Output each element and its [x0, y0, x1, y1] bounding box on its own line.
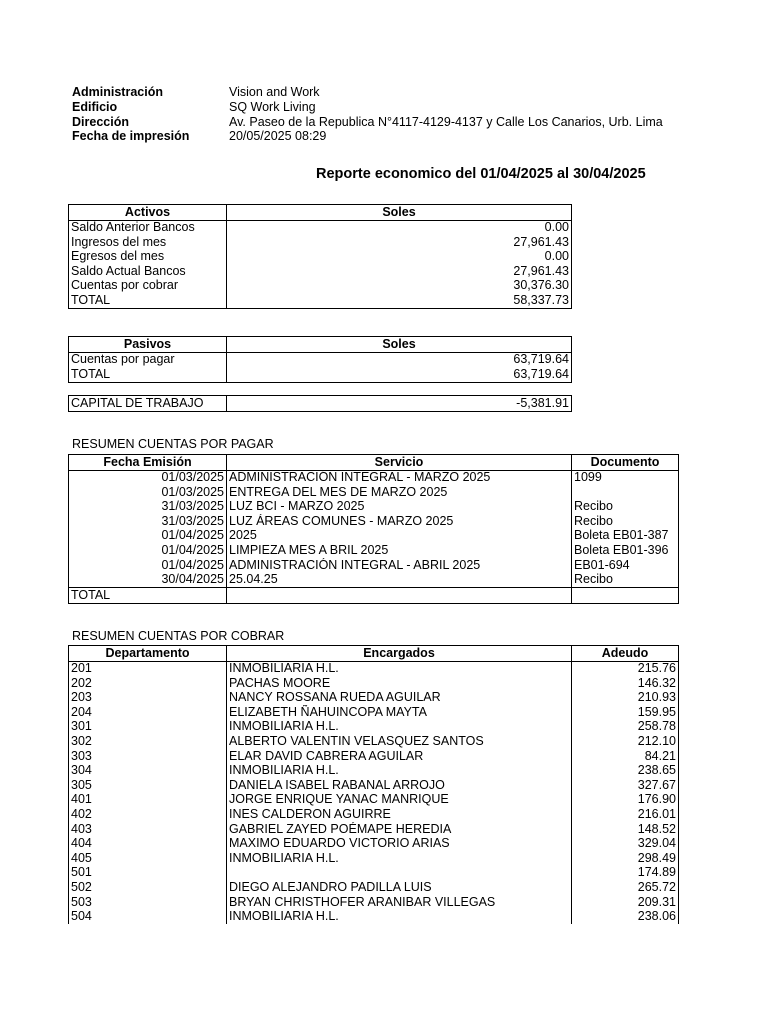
departamento-cell: 301: [69, 720, 227, 735]
activos-value: 30,376.30: [227, 279, 572, 294]
address-label: Dirección: [72, 115, 129, 129]
departamento-cell: 201: [69, 661, 227, 676]
report-title: Reporte economico del 01/04/2025 al 30/04/2025: [316, 166, 646, 182]
admin-value: Vision and Work: [229, 85, 320, 99]
capital-value: -5,381.91: [227, 396, 572, 412]
total-label: TOTAL: [69, 588, 227, 604]
fecha-header: Fecha Emisión: [69, 455, 227, 471]
table-row: [69, 691, 679, 706]
address-value: Av. Paseo de la Republica N°4117-4129-4137 y Calle Los Canarios, Urb. Lima: [229, 115, 663, 129]
adeudo-cell: 146.32: [572, 676, 679, 691]
table-row: [69, 264, 572, 279]
table-row: [69, 720, 679, 735]
adeudo-cell: 174.89: [572, 866, 679, 881]
encargado-cell: DIEGO ALEJANDRO PADILLA LUIS: [227, 881, 572, 896]
table-row: [69, 910, 679, 925]
adeudo-cell: 298.49: [572, 851, 679, 866]
table-row: [69, 500, 679, 515]
adeudo-cell: 265.72: [572, 881, 679, 896]
adeudo-header: Adeudo: [572, 646, 679, 662]
table-row: [69, 851, 679, 866]
encargados-header: Encargados: [227, 646, 572, 662]
table-row: [69, 735, 679, 750]
activos-table: [68, 204, 572, 309]
adeudo-cell: 215.76: [572, 661, 679, 676]
departamento-cell: 304: [69, 764, 227, 779]
documento-cell: Boleta EB01-396: [572, 544, 679, 559]
encargado-cell: PACHAS MOORE: [227, 676, 572, 691]
adeudo-cell: 209.31: [572, 895, 679, 910]
pasivos-label: TOTAL: [69, 367, 227, 382]
encargado-cell: ELIZABETH ÑAHUINCOPA MAYTA: [227, 705, 572, 720]
table-row: [69, 250, 572, 265]
departamento-cell: 402: [69, 808, 227, 823]
activos-value: 27,961.43: [227, 264, 572, 279]
fecha-cell: 01/04/2025: [69, 558, 227, 573]
servicio-cell: 2025: [227, 529, 572, 544]
departamento-cell: 502: [69, 881, 227, 896]
adeudo-cell: 210.93: [572, 691, 679, 706]
table-row: [69, 529, 679, 544]
encargado-cell: INMOBILIARIA H.L.: [227, 764, 572, 779]
documento-header: Documento: [572, 455, 679, 471]
table-row: [69, 485, 679, 500]
table-row: [69, 705, 679, 720]
departamento-header: Departamento: [69, 646, 227, 662]
adeudo-cell: 238.65: [572, 764, 679, 779]
print-date-value: 20/05/2025 08:29: [229, 129, 327, 143]
departamento-cell: 204: [69, 705, 227, 720]
admin-label: Administración: [72, 85, 163, 99]
activos-label: Ingresos del mes: [69, 235, 227, 250]
table-row: [69, 866, 679, 881]
table-row: [69, 294, 572, 309]
table-row: [69, 778, 679, 793]
adeudo-cell: 258.78: [572, 720, 679, 735]
fecha-cell: 31/03/2025: [69, 514, 227, 529]
encargado-cell: DANIELA ISABEL RABANAL ARROJO: [227, 778, 572, 793]
fecha-cell: 30/04/2025: [69, 573, 227, 588]
activos-value: 0.00: [227, 250, 572, 265]
servicio-header: Servicio: [227, 455, 572, 471]
departamento-cell: 305: [69, 778, 227, 793]
servicio-cell: ADMINISTRACIÓN INTEGRAL - MARZO 2025: [227, 470, 572, 485]
departamento-cell: 503: [69, 895, 227, 910]
table-row: [69, 881, 679, 896]
departamento-cell: 302: [69, 735, 227, 750]
table-row: [69, 279, 572, 294]
servicio-cell: ADMINISTRACIÓN INTEGRAL - ABRIL 2025: [227, 558, 572, 573]
adeudo-cell: 327.67: [572, 778, 679, 793]
table-row: [69, 367, 572, 382]
documento-cell: 1099: [572, 470, 679, 485]
adeudo-cell: 216.01: [572, 808, 679, 823]
table-row: [69, 676, 679, 691]
soles-header: Soles: [227, 205, 572, 221]
pasivos-label: Cuentas por pagar: [69, 352, 227, 367]
departamento-cell: 501: [69, 866, 227, 881]
servicio-cell: 25.04.25: [227, 573, 572, 588]
table-row: [69, 661, 679, 676]
activos-label: Saldo Actual Bancos: [69, 264, 227, 279]
departamento-cell: 405: [69, 851, 227, 866]
activos-value: 0.00: [227, 220, 572, 235]
encargado-cell: INMOBILIARIA H.L.: [227, 910, 572, 925]
departamento-cell: 404: [69, 837, 227, 852]
table-row: [69, 573, 679, 588]
adeudo-cell: 159.95: [572, 705, 679, 720]
encargado-cell: INES CALDERON AGUIRRE: [227, 808, 572, 823]
fecha-cell: 01/04/2025: [69, 529, 227, 544]
documento-cell: Boleta EB01-387: [572, 529, 679, 544]
adeudo-cell: 329.04: [572, 837, 679, 852]
documento-cell: Recibo: [572, 500, 679, 515]
cobrar-section-title: RESUMEN CUENTAS POR COBRAR: [72, 629, 285, 643]
departamento-cell: 401: [69, 793, 227, 808]
table-row: [69, 514, 679, 529]
adeudo-cell: 84.21: [572, 749, 679, 764]
encargado-cell: MAXIMO EDUARDO VICTORIO ARIAS: [227, 837, 572, 852]
encargado-cell: BRYAN CHRISTHOFER ARANIBAR VILLEGAS: [227, 895, 572, 910]
table-row: [69, 822, 679, 837]
encargado-cell: INMOBILIARIA H.L.: [227, 661, 572, 676]
activos-label: Egresos del mes: [69, 250, 227, 265]
encargado-cell: INMOBILIARIA H.L.: [227, 720, 572, 735]
departamento-cell: 202: [69, 676, 227, 691]
table-row: [69, 764, 679, 779]
pasivos-header: Pasivos: [69, 337, 227, 353]
encargado-cell: NANCY ROSSANA RUEDA AGUILAR: [227, 691, 572, 706]
building-value: SQ Work Living: [229, 100, 316, 114]
documento-cell: [572, 485, 679, 500]
table-row: [69, 837, 679, 852]
departamento-cell: 203: [69, 691, 227, 706]
encargado-cell: [227, 866, 572, 881]
fecha-cell: 01/03/2025: [69, 470, 227, 485]
adeudo-cell: 212.10: [572, 735, 679, 750]
pagar-table: [68, 454, 679, 604]
soles-header: Soles: [227, 337, 572, 353]
activos-value: 58,337.73: [227, 294, 572, 309]
fecha-cell: 31/03/2025: [69, 500, 227, 515]
activos-header: Activos: [69, 205, 227, 221]
pasivos-value: 63,719.64: [227, 367, 572, 382]
documento-cell: Recibo: [572, 573, 679, 588]
building-label: Edificio: [72, 100, 118, 114]
table-row: [69, 544, 679, 559]
activos-label: Cuentas por cobrar: [69, 279, 227, 294]
activos-label: TOTAL: [69, 294, 227, 309]
encargado-cell: JORGE ENRIQUE YANAC MANRIQUE: [227, 793, 572, 808]
documento-cell: Recibo: [572, 514, 679, 529]
total-servicio-cell: [227, 588, 572, 604]
activos-label: Saldo Anterior Bancos: [69, 220, 227, 235]
servicio-cell: LUZ ÁREAS COMUNES - MARZO 2025: [227, 514, 572, 529]
servicio-cell: LUZ BCI - MARZO 2025: [227, 500, 572, 515]
adeudo-cell: 238.06: [572, 910, 679, 925]
encargado-cell: GABRIEL ZAYED POÉMAPE HEREDIA: [227, 822, 572, 837]
adeudo-cell: 148.52: [572, 822, 679, 837]
total-documento-cell: [572, 588, 679, 604]
table-row: [69, 235, 572, 250]
fecha-cell: 01/03/2025: [69, 485, 227, 500]
pasivos-table: [68, 336, 572, 383]
encargado-cell: ELAR DAVID CABRERA AGUILAR: [227, 749, 572, 764]
encargado-cell: ALBERTO VALENTIN VELASQUEZ SANTOS: [227, 735, 572, 750]
servicio-cell: ENTREGA DEL MES DE MARZO 2025: [227, 485, 572, 500]
table-row: [69, 220, 572, 235]
pasivos-value: 63,719.64: [227, 352, 572, 367]
encargado-cell: INMOBILIARIA H.L.: [227, 851, 572, 866]
adeudo-cell: 176.90: [572, 793, 679, 808]
pagar-section-title: RESUMEN CUENTAS POR PAGAR: [72, 437, 274, 451]
departamento-cell: 303: [69, 749, 227, 764]
table-row: [69, 895, 679, 910]
activos-value: 27,961.43: [227, 235, 572, 250]
documento-cell: EB01-694: [572, 558, 679, 573]
table-row: [69, 352, 572, 367]
table-row: [69, 470, 679, 485]
print-date-label: Fecha de impresión: [72, 129, 190, 143]
departamento-cell: 504: [69, 910, 227, 925]
table-row: [69, 808, 679, 823]
table-row: [69, 793, 679, 808]
table-row: [69, 749, 679, 764]
departamento-cell: 403: [69, 822, 227, 837]
table-row: [69, 558, 679, 573]
servicio-cell: LIMPIEZA MES A BRIL 2025: [227, 544, 572, 559]
fecha-cell: 01/04/2025: [69, 544, 227, 559]
capital-table: [68, 395, 572, 412]
capital-label: CAPITAL DE TRABAJO: [69, 396, 227, 412]
total-row: [69, 588, 679, 604]
cobrar-table: [68, 645, 679, 924]
